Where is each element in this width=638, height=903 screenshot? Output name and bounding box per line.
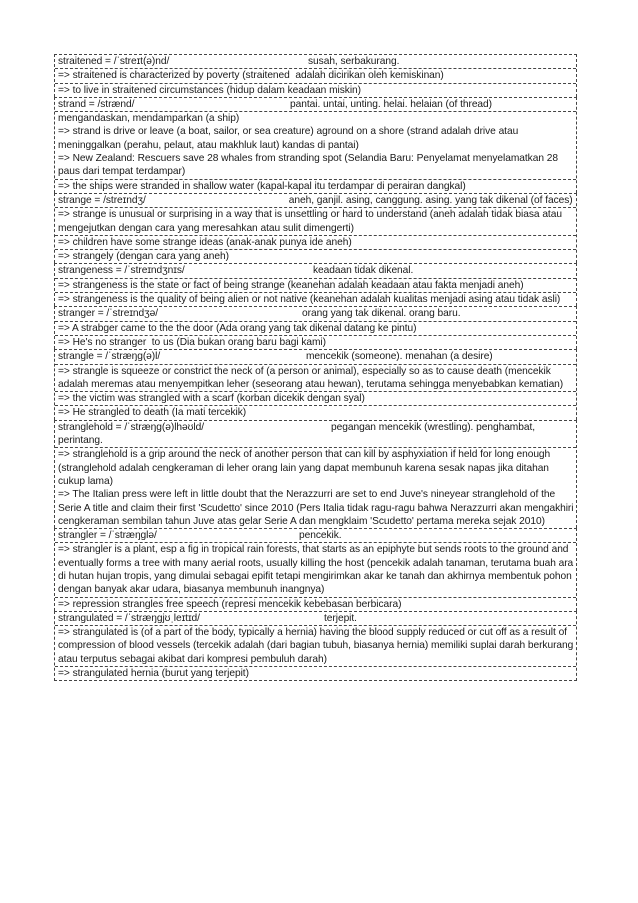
entry-headword-line [58, 55, 574, 68]
dictionary-entry [54, 420, 577, 528]
entry-headword-line [58, 98, 574, 111]
headword-pronunciation: strangulated = /ˈstræŋɡjʊˌleɪtɪd/ [58, 612, 200, 624]
entry-headword-line [58, 350, 574, 363]
dictionary-entry [54, 306, 577, 349]
entry-definition-line: => strange is unusual or surprising in a way that is unsettling or hard to understand (aneh adalah tidak biasa atau mengejutkan dengan cara yang meresahkan atau sulit dimengerti) [55, 207, 576, 235]
headword-translation: keadaan tidak dikenal. [313, 265, 414, 277]
dictionary-entry [54, 263, 577, 306]
headword-translation: pencekik. [299, 530, 342, 542]
entry-definition-line: => A strabger came to the the door (Ada orang yang tak dikenal datang ke pintu) [55, 321, 576, 335]
entry-definition-line: => straitened is characterized by poverty (straitened adalah dicirikan oleh kemiskinan) [55, 68, 576, 82]
entry-definition-line: => strangeness is the quality of being alien or not native (keanehan adalah kualitas menjadi asing atau tidak asli) [55, 292, 576, 306]
dictionary-entry [54, 193, 577, 263]
headword-translation: terjepit. [324, 612, 357, 624]
entry-definition-line: => strangulated hernia (burut yang terjepit) [55, 666, 576, 680]
dictionary-entry [54, 528, 577, 611]
entry-headword-line [58, 421, 574, 448]
entry-definition-line: => strangely (dengan cara yang aneh) [55, 249, 576, 263]
entry-definition-line: => repression strangles free speech (represi mencekik kebebasan berbicara) [55, 597, 576, 611]
entry-headword-line [58, 307, 574, 320]
headword-pronunciation: straitened = /ˈstreɪt(ə)nd/ [58, 56, 170, 67]
dictionary-entry [54, 349, 577, 419]
headword-translation: aneh, ganjil. asing, canggung. asing. yang tak dikenal (of faces) [288, 194, 573, 206]
headword-translation: pantai. untai, unting. helai. helaian (of thread) [290, 98, 493, 110]
dictionary-entry [54, 611, 577, 681]
headword-pronunciation: strand = /strænd/ [58, 98, 135, 110]
entry-definition-line: => stranglehold is a grip around the neck of another person that can kill by asphyxiation if held for long enough (stranglehold adalah cengkeraman di leher orang lain yang dapat membunuh karena sesak napas jika ditahan cukup lama) => The Italian press were left in little doubt that the Nerazzurri are set to end Juve's nineyear stranglehold of the Serie A title and claim their first 'Scudetto' since 2010 (Pers Italia tidak ragu-ragu bahwa Nerazzurri akan mengakhiri cengkeraman sembilan tahun Juve atas gelar Serie A dan mengklaim 'Scudetto' pertama mereka sejak 2010) [55, 447, 576, 528]
entry-headword-line [58, 529, 574, 542]
entry-definition-line: => He strangled to death (Ia mati tercekik) [55, 405, 576, 419]
headword-pronunciation: strange = /streɪndʒ/ [58, 194, 146, 206]
entry-definition-line: => He's no stranger to us (Dia bukan orang baru bagi kami) [55, 335, 576, 349]
headword-pronunciation: stranger = /ˈstreɪndʒə/ [58, 308, 159, 320]
headword-translation: mencekik (someone). menahan (a desire) [306, 351, 493, 363]
entry-definition-line: => strangler is a plant, esp a fig in tropical rain forests, that starts as an epiphyte but sends roots to the ground and eventually forms a tree with many aerial roots, usually killing the host (pencekik adalah tanaman, terutama buah ara di hutan hujan tropis, yang dimulai sebagai epifit tetapi mengirimkan akar ke tanah dan akhirnya membentuk pohon dengan banyak akar udara, biasanya membunuh inangnya) [55, 542, 576, 596]
entry-headword-line [58, 264, 574, 277]
entry-definition-line: mengandaskan, mendamparkan (a ship) => strand is drive or leave (a boat, sailor, or sea creature) aground on a shore (strand adalah drive atau meninggalkan (perahu, pelaut, atau makhluk laut) kandas di pantai) => New Zealand: Rescuers save 28 whales from stranding spot (Selandia Baru: Penyelamat menyelamatkan 28 paus dari tempat terdampar) [55, 111, 576, 178]
entry-definition-line: => to live in straitened circumstances (hidup dalam keadaan miskin) [55, 83, 576, 97]
headword-translation: susah, serbakurang. [308, 56, 400, 67]
headword-pronunciation: stranglehold = /ˈstræŋɡ(ə)lhəʊld/ [58, 421, 204, 433]
entry-definition-line: => the victim was strangled with a scarf (korban dicekik dengan syal) [55, 391, 576, 405]
dictionary-entry [54, 97, 577, 193]
headword-translation: orang yang tak dikenal. orang baru. [302, 308, 461, 320]
entry-definition-line: => strangulated is (of a part of the body, typically a hernia) having the blood supply reduced or cut off as a result of compression of blood vessels (tercekik adalah (dari bagian tubuh, biasanya hernia) memiliki suplai darah berkurang atau terputus sebagai akibat dari kompresi pembuluh darah) [55, 625, 576, 666]
entry-definition-line: => the ships were stranded in shallow water (kapal-kapal itu terdampar di perairan dangkal) [55, 179, 576, 193]
entry-headword-line [58, 194, 574, 207]
entry-definition-line: => strangle is squeeze or constrict the neck of (a person or animal), especially so as to cause death (mencekik adalah meremas atau menyempitkan leher (seseorang atau hewan), terutama sehingga menyebabkan kematian) [55, 364, 576, 392]
headword-translation: pegangan mencekik (wrestling). penghambat, perintang. [58, 421, 538, 447]
entry-headword-line [58, 612, 574, 625]
dictionary-entry [54, 54, 577, 97]
headword-pronunciation: strangle = /ˈstræŋɡ(ə)l/ [58, 351, 161, 363]
dictionary-page [54, 54, 577, 681]
entry-definition-line: => strangeness is the state or fact of being strange (keanehan adalah keadaan atau fakta menjadi aneh) [55, 278, 576, 292]
entry-definition-line: => children have some strange ideas (anak-anak punya ide aneh) [55, 235, 576, 249]
headword-pronunciation: strangler = /ˈstræŋɡlə/ [58, 530, 157, 542]
headword-pronunciation: strangeness = /ˈstreɪndʒnɪs/ [58, 265, 185, 277]
